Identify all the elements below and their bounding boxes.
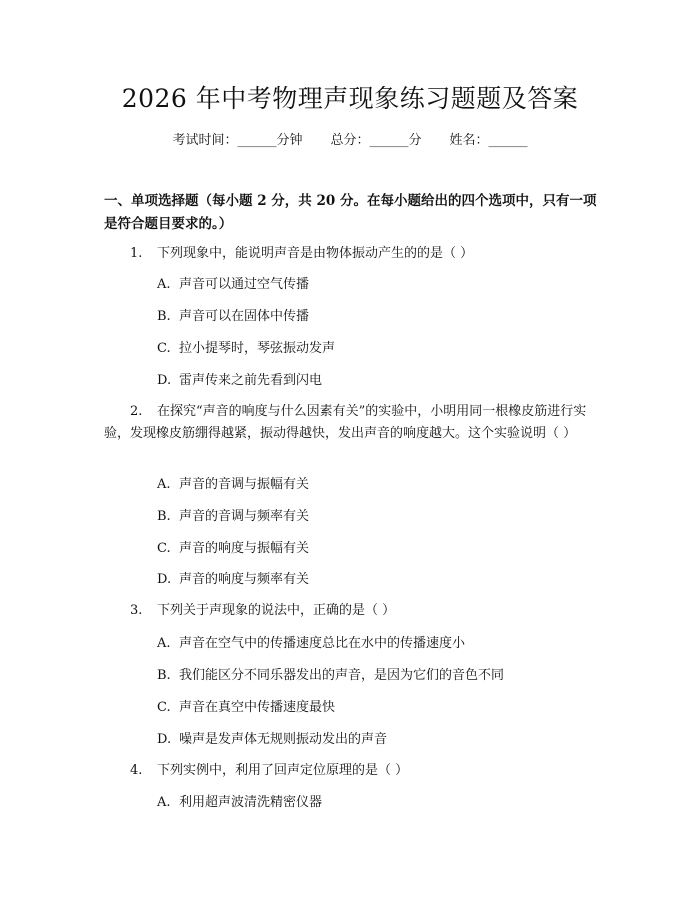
option-letter: A. xyxy=(157,795,171,810)
option-letter: B. xyxy=(157,309,171,324)
option-3b xyxy=(157,666,504,686)
option-1b xyxy=(157,307,309,327)
question-stem: 下列关于声现象的说法中，正确的是（ ） xyxy=(157,603,396,618)
option-text: 声音的响度与振幅有关 xyxy=(179,541,310,556)
option-text: 我们能区分不同乐器发出的声音，是因为它们的音色不同 xyxy=(179,668,505,683)
total-unit: 分 xyxy=(408,133,422,148)
option-letter: A. xyxy=(157,636,171,651)
question-2 xyxy=(104,401,596,445)
option-text: 噪声是发声体无规则振动发出的声音 xyxy=(179,732,388,747)
exam-time-label: 考试时间： xyxy=(172,133,238,148)
total-label: 总分： xyxy=(330,133,370,148)
question-number: 4. xyxy=(130,763,143,778)
option-letter: A. xyxy=(157,477,171,492)
option-letter: B. xyxy=(157,509,171,524)
option-text: 拉小提琴时，琴弦振动发声 xyxy=(179,341,336,356)
option-letter: A. xyxy=(157,277,171,292)
option-2c xyxy=(157,539,309,559)
question-number: 3. xyxy=(130,603,143,618)
student-name xyxy=(450,133,528,148)
question-stem: 下列实例中，利用了回声定位原理的是（ ） xyxy=(157,763,409,778)
option-letter: D. xyxy=(157,732,172,747)
option-letter: C. xyxy=(157,541,171,556)
exam-time xyxy=(172,133,302,148)
option-text: 声音的音调与振幅有关 xyxy=(179,477,310,492)
option-letter: D. xyxy=(157,373,172,388)
option-1a xyxy=(157,275,309,295)
option-text: 利用超声波清洗精密仪器 xyxy=(179,795,323,810)
option-4a xyxy=(157,793,322,813)
section-heading: 一、单项选择题（每小题 2 分，共 20 分。在每小题给出的四个选项中，只有一项是符合题目要求的。） xyxy=(104,193,597,232)
option-letter: C. xyxy=(157,341,171,356)
exam-time-blank: ______ xyxy=(237,133,277,148)
option-3c xyxy=(157,698,335,718)
option-letter: D. xyxy=(157,572,172,587)
page-title: 2026 年中考物理声现象练习题题及答案 xyxy=(121,84,579,113)
option-text: 声音在真空中传播速度最快 xyxy=(179,700,336,715)
exam-time-unit: 分钟 xyxy=(276,133,303,148)
option-text: 声音的响度与频率有关 xyxy=(179,572,310,587)
total-score xyxy=(330,133,421,148)
option-text: 雷声传来之前先看到闪电 xyxy=(179,373,323,388)
question-stem: 下列现象中，能说明声音是由物体振动产生的的是（ ） xyxy=(157,246,474,261)
option-2a xyxy=(157,475,309,495)
option-3d xyxy=(157,730,387,750)
option-letter: B. xyxy=(157,668,171,683)
option-3a xyxy=(157,634,465,654)
option-text: 声音的音调与频率有关 xyxy=(179,509,310,524)
question-4 xyxy=(104,760,596,782)
question-1 xyxy=(104,243,596,265)
option-text: 声音可以通过空气传播 xyxy=(179,277,310,292)
name-blank: ______ xyxy=(488,133,528,148)
total-blank: ______ xyxy=(369,133,409,148)
question-number: 1. xyxy=(130,246,143,261)
exam-info-line xyxy=(0,131,700,151)
option-2d xyxy=(157,570,309,590)
question-3 xyxy=(104,600,596,622)
option-text: 声音在空气中的传播速度总比在水中的传播速度小 xyxy=(179,636,466,651)
option-text: 声音可以在固体中传播 xyxy=(179,309,310,324)
question-stem: 在探究“声音的响度与什么因素有关”的实验中，小明用同一根橡皮筋进行实验，发现橡皮筋绷得越紧，振动得越快，发出声音的响度越大。这个实验说明（ ） xyxy=(104,404,587,441)
option-letter: C. xyxy=(157,700,171,715)
option-1c xyxy=(157,339,335,359)
option-2b xyxy=(157,507,309,527)
question-number: 2. xyxy=(130,404,143,419)
option-1d xyxy=(157,371,322,391)
name-label: 姓名： xyxy=(449,133,489,148)
